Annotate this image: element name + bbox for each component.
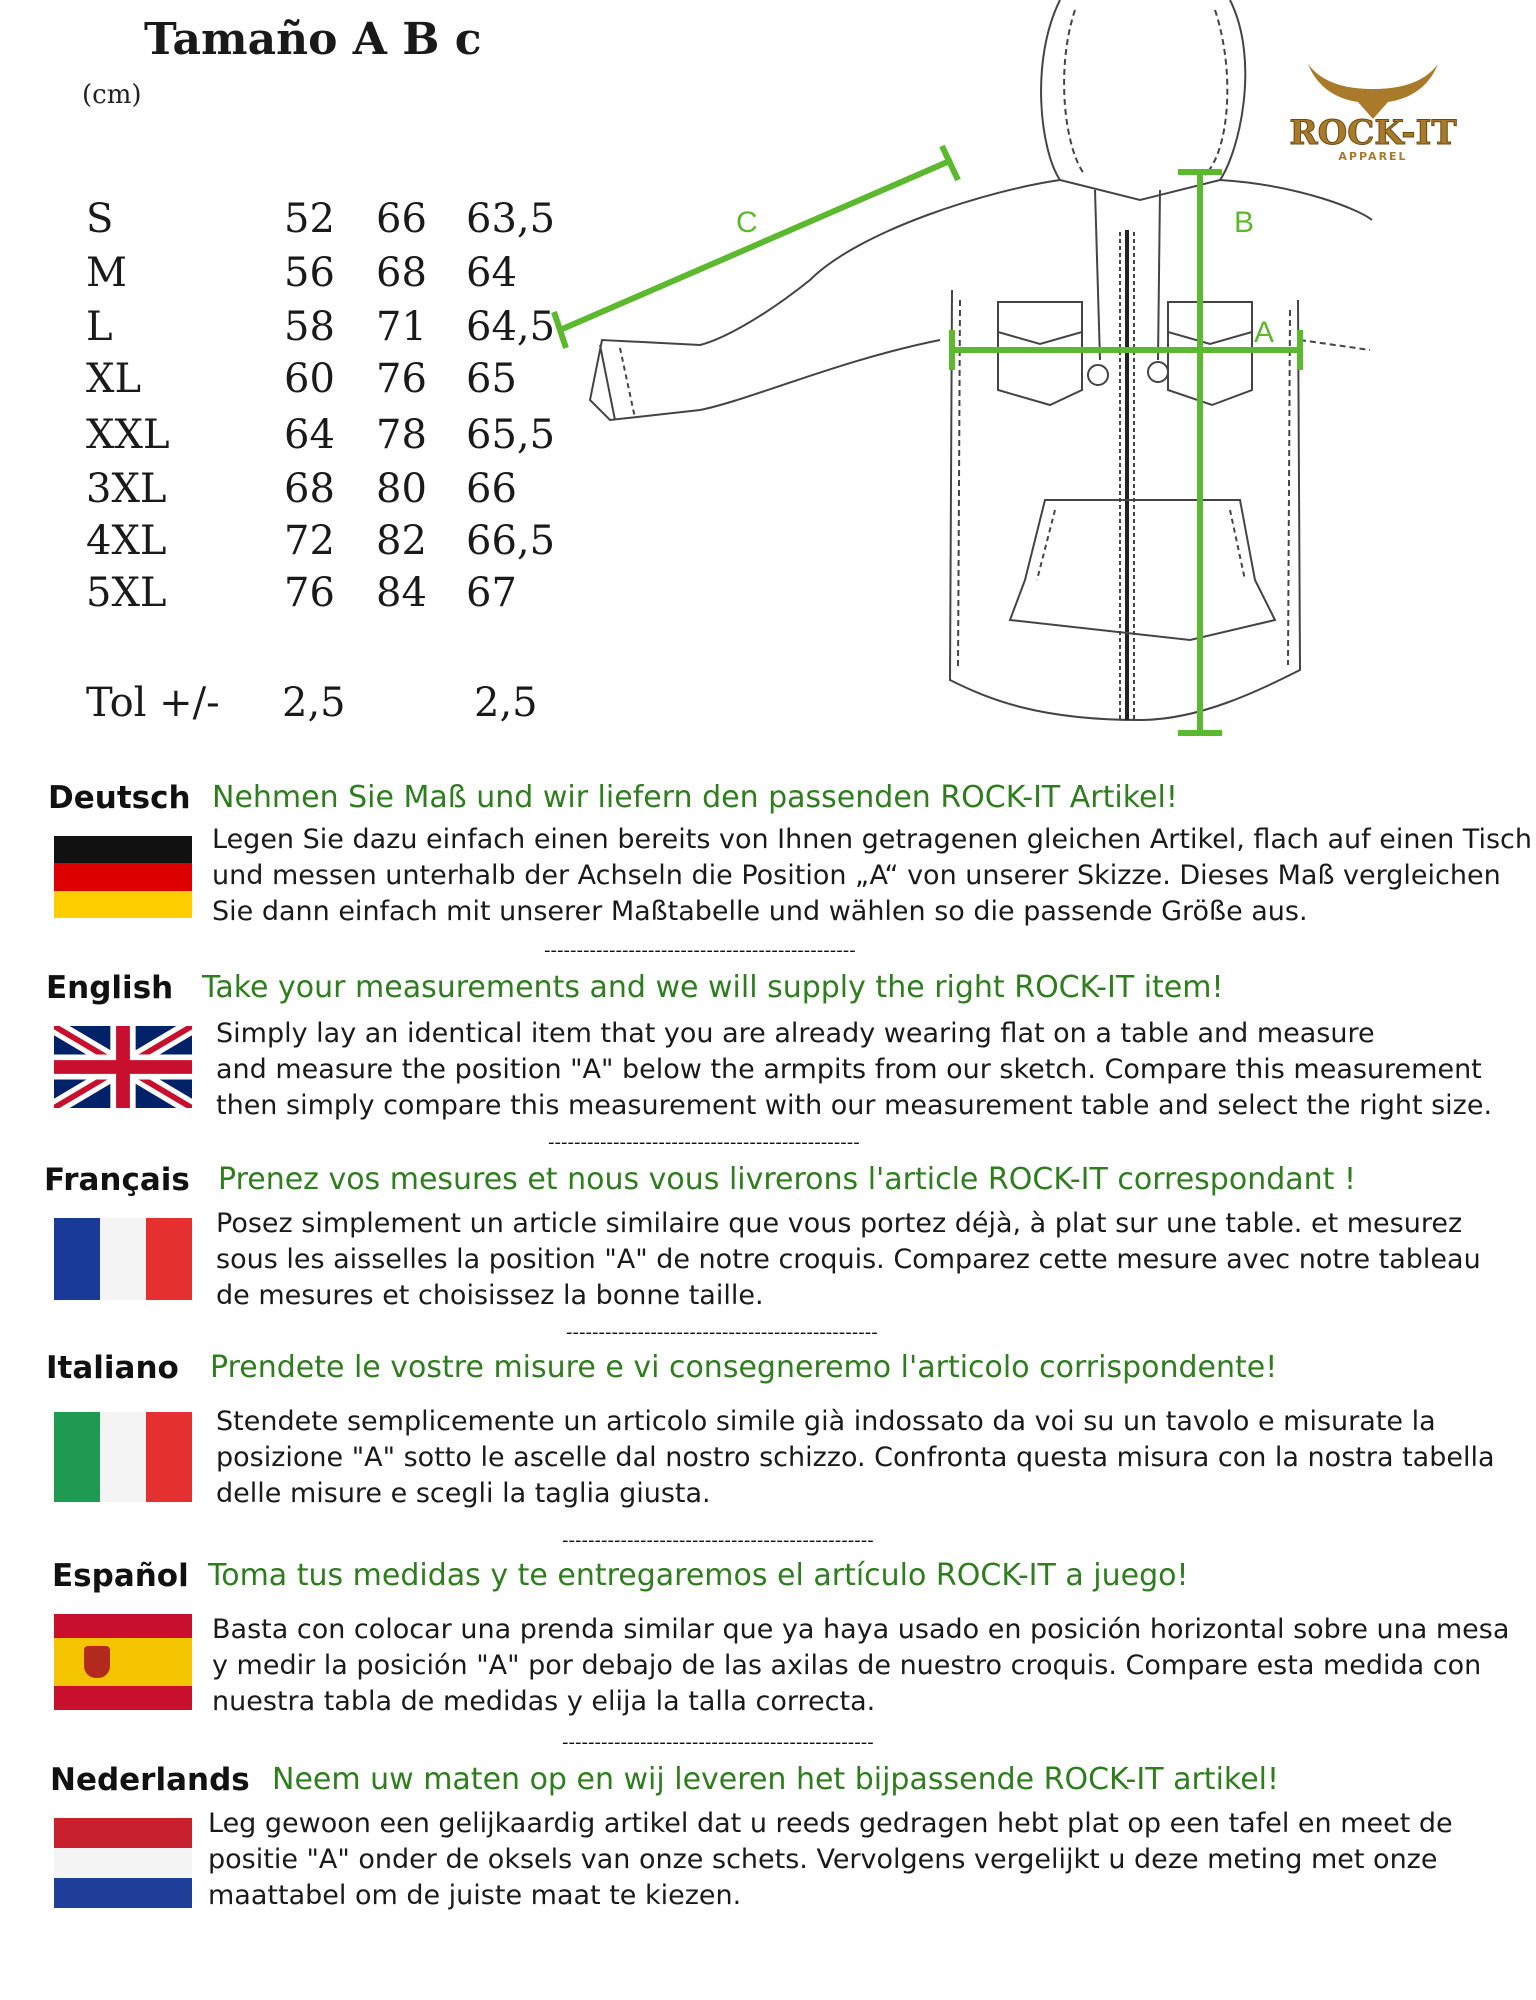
body-line: und messen unterhalb der Achseln die Position „A“ von unserer Skizze. Dieses Maß vergleichen bbox=[212, 860, 1501, 891]
measure-a: 52 bbox=[284, 196, 335, 242]
lang-heading-espanol: Toma tus medidas y te entregaremos el artículo ROCK-IT a juego! bbox=[208, 1558, 1189, 1593]
measure-c: 65,5 bbox=[466, 412, 556, 458]
separator: ------------------------------------------------ bbox=[566, 1322, 878, 1343]
dimension-a-label: A bbox=[1254, 316, 1275, 349]
measure-c: 66,5 bbox=[466, 518, 556, 564]
unit-label: (cm) bbox=[82, 80, 142, 110]
body-line: sous les aisselles la position "A" de notre croquis. Comparez cette mesure avec notre tableau bbox=[216, 1244, 1481, 1275]
size-row bbox=[0, 250, 600, 300]
lang-body-espanol bbox=[212, 1612, 1509, 1720]
separator: ------------------------------------------------ bbox=[562, 1732, 874, 1753]
rock-it-logo bbox=[1268, 44, 1478, 164]
body-line: positie "A" onder de oksels van onze schets. Vervolgens vergelijkt u deze meting met onze bbox=[208, 1844, 1438, 1875]
size-row bbox=[0, 412, 600, 462]
uk-flag-icon bbox=[54, 1026, 192, 1108]
body-line: Legen Sie dazu einfach einen bereits von Ihnen getragenen gleichen Artikel, flach auf einen Tisch bbox=[212, 824, 1532, 855]
measure-a: 58 bbox=[284, 304, 335, 350]
size-row bbox=[0, 466, 600, 516]
lang-heading-english: Take your measurements and we will supply the right ROCK-IT item! bbox=[202, 970, 1224, 1005]
measure-b: 84 bbox=[376, 570, 427, 616]
lang-heading-nederlands: Neem uw maten op en wij leveren het bijpassende ROCK-IT artikel! bbox=[272, 1762, 1280, 1797]
measure-a: 76 bbox=[284, 570, 335, 616]
measure-a: 68 bbox=[284, 466, 335, 512]
measure-a: 60 bbox=[284, 356, 335, 402]
separator: ------------------------------------------------ bbox=[548, 1132, 860, 1153]
measure-a: 56 bbox=[284, 250, 335, 296]
body-line: then simply compare this measurement with our measurement table and select the right size. bbox=[216, 1090, 1493, 1121]
separator: ------------------------------------------------ bbox=[562, 1530, 874, 1551]
lang-name-italiano: Italiano bbox=[46, 1350, 179, 1386]
body-line: nuestra tabla de medidas y elija la talla correcta. bbox=[212, 1686, 876, 1717]
size-row bbox=[0, 570, 600, 620]
lang-name-nederlands: Nederlands bbox=[50, 1762, 250, 1798]
lang-body-francais bbox=[216, 1206, 1481, 1314]
size-chart-title: Tamaño A B c bbox=[144, 14, 482, 65]
body-line: maattabel om de juiste maat te kiezen. bbox=[208, 1880, 742, 1911]
tolerance-c: 2,5 bbox=[474, 680, 538, 726]
measure-c: 67 bbox=[466, 570, 517, 616]
measure-b: 68 bbox=[376, 250, 427, 296]
body-line: Leg gewoon een gelijkaardig artikel dat u reeds gedragen hebt plat op een tafel en meet de bbox=[208, 1808, 1453, 1839]
size-row bbox=[0, 196, 600, 246]
size-label: XL bbox=[86, 356, 142, 402]
size-label: M bbox=[86, 250, 127, 296]
size-label: 4XL bbox=[86, 518, 167, 564]
body-line: de mesures et choisissez la bonne taille. bbox=[216, 1280, 764, 1311]
spanish-flag-icon bbox=[54, 1614, 192, 1710]
coat-of-arms-icon bbox=[84, 1646, 110, 1678]
italian-flag-icon bbox=[54, 1412, 192, 1502]
lang-heading-deutsch: Nehmen Sie Maß und wir liefern den passenden ROCK-IT Artikel! bbox=[212, 780, 1178, 815]
dimension-c-label: C bbox=[736, 206, 758, 239]
measure-b: 71 bbox=[376, 304, 427, 350]
measure-b: 76 bbox=[376, 356, 427, 402]
lang-name-deutsch: Deutsch bbox=[48, 780, 191, 816]
body-line: delle misure e scegli la taglia giusta. bbox=[216, 1478, 711, 1509]
body-line: y medir la posición "A" por debajo de las axilas de nuestro croquis. Compare esta medida con bbox=[212, 1650, 1482, 1681]
french-flag-icon bbox=[54, 1218, 192, 1300]
logo-sub: APPAREL bbox=[1338, 150, 1408, 163]
lang-name-english: English bbox=[46, 970, 174, 1006]
lang-body-nederlands bbox=[208, 1806, 1453, 1914]
measure-b: 66 bbox=[376, 196, 427, 242]
lang-name-espanol: Español bbox=[52, 1558, 189, 1594]
lang-body-deutsch bbox=[212, 822, 1532, 930]
size-row bbox=[0, 304, 600, 354]
size-row bbox=[0, 518, 600, 568]
tolerance-a: 2,5 bbox=[282, 680, 346, 726]
german-flag-icon bbox=[54, 836, 192, 918]
body-line: Basta con colocar una prenda similar que ya haya usado en posición horizontal sobre una mesa bbox=[212, 1614, 1510, 1645]
size-label: XXL bbox=[86, 412, 170, 458]
measure-c: 65 bbox=[466, 356, 517, 402]
bull-horns-icon bbox=[1308, 64, 1438, 119]
body-line: Posez simplement un article similaire que vous portez déjà, à plat sur une table. et mesurez bbox=[216, 1208, 1463, 1239]
measure-c: 64 bbox=[466, 250, 517, 296]
lang-heading-francais: Prenez vos mesures et nous vous livrerons l'article ROCK-IT correspondant ! bbox=[218, 1162, 1356, 1197]
lang-body-italiano bbox=[216, 1404, 1495, 1512]
dimension-b-label: B bbox=[1234, 206, 1255, 239]
measure-c: 64,5 bbox=[466, 304, 556, 350]
body-line: and measure the position "A" below the armpits from our sketch. Compare this measurement bbox=[216, 1054, 1482, 1085]
lang-name-francais: Français bbox=[44, 1162, 190, 1198]
size-label: S bbox=[86, 196, 114, 242]
measure-c: 63,5 bbox=[466, 196, 556, 242]
measure-a: 72 bbox=[284, 518, 335, 564]
measure-c: 66 bbox=[466, 466, 517, 512]
body-line: posizione "A" sotto le ascelle dal nostro schizzo. Confronta questa misura con la nostra tabella bbox=[216, 1442, 1495, 1473]
body-line: Simply lay an identical item that you are already wearing flat on a table and measure bbox=[216, 1018, 1375, 1049]
measure-a: 64 bbox=[284, 412, 335, 458]
size-row bbox=[0, 356, 600, 406]
size-label: 5XL bbox=[86, 570, 167, 616]
dutch-flag-icon bbox=[54, 1818, 192, 1908]
lang-heading-italiano: Prendete le vostre misure e vi consegneremo l'articolo corrispondente! bbox=[210, 1350, 1278, 1385]
measure-b: 78 bbox=[376, 412, 427, 458]
logo-brand: ROCK-IT bbox=[1289, 113, 1457, 153]
measure-b: 82 bbox=[376, 518, 427, 564]
size-label: L bbox=[86, 304, 113, 350]
tolerance-label: Tol +/- bbox=[86, 680, 220, 726]
body-line: Stendete semplicemente un articolo simile già indossato da voi su un tavolo e misurate la bbox=[216, 1406, 1436, 1437]
measure-b: 80 bbox=[376, 466, 427, 512]
lang-body-english bbox=[216, 1016, 1492, 1124]
separator: ------------------------------------------------ bbox=[544, 940, 856, 961]
body-line: Sie dann einfach mit unserer Maßtabelle und wählen so die passende Größe aus. bbox=[212, 896, 1308, 927]
size-label: 3XL bbox=[86, 466, 167, 512]
